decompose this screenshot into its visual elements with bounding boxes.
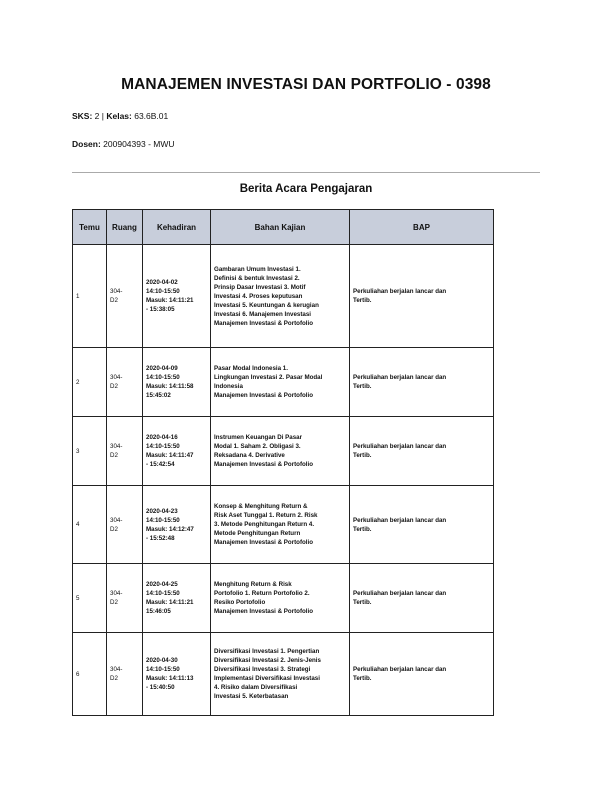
kelas-value: 63.6B.01: [131, 111, 169, 121]
header-kehadiran: Kehadiran: [143, 210, 211, 245]
kehadiran-cell: 2020-04-09 14:10-15:50 Masuk: 14:11:58 15:45:02: [143, 348, 211, 417]
ruang-cell: 304- D2: [107, 245, 143, 348]
bahan-kajian-cell: Gambaran Umum Investasi 1. Definisi & bentuk Investasi 2. Prinsip Dasar Investasi 3. Motif Investasi 4. Proses keputusan Investasi 5. Keuntungan & kerugian Investasi 6. Manajemen Investasi Manajemen Investasi & Portofolio: [211, 245, 350, 348]
bahan-kajian-cell: Pasar Modal Indonesia 1. Lingkungan Investasi 2. Pasar Modal Indonesia Manajemen Investasi & Portofolio: [211, 348, 350, 417]
bahan-kajian-cell: Konsep & Menghitung Return & Risk Aset Tunggal 1. Return 2. Risk 3. Metode Penghitungan Return 4. Metode Penghitungan Return Manajemen Investasi & Portofolio: [211, 486, 350, 564]
bap-cell: Perkuliahan berjalan lancar dan Tertib.: [350, 245, 494, 348]
sks-kelas-line: [72, 111, 168, 121]
kelas-label: Kelas:: [106, 111, 132, 121]
sks-label: SKS:: [72, 111, 93, 121]
bap-cell: Perkuliahan berjalan lancar dan Tertib.: [350, 486, 494, 564]
kehadiran-cell: 2020-04-23 14:10-15:50 Masuk: 14:12:47 - 15:52:48: [143, 486, 211, 564]
bap-table: [72, 209, 494, 716]
bahan-kajian-cell: Diversifikasi Investasi 1. Pengertian Diversifikasi Investasi 2. Jenis-Jenis Diversifikasi Investasi 3. Strategi Implementasi Diversifikasi Investasi 4. Risiko dalam Diversifikasi Investasi 5. Keterbatasan: [211, 633, 350, 716]
temu-cell: 5: [73, 564, 107, 633]
bap-cell: Perkuliahan berjalan lancar dan Tertib.: [350, 564, 494, 633]
bap-cell: Perkuliahan berjalan lancar dan Tertib.: [350, 633, 494, 716]
header-bahan-kajian: Bahan Kajian: [211, 210, 350, 245]
dosen-line: [72, 139, 175, 149]
temu-cell: 1: [73, 245, 107, 348]
divider: [72, 172, 540, 173]
temu-cell: 2: [73, 348, 107, 417]
temu-cell: 4: [73, 486, 107, 564]
header-temu: Temu: [73, 210, 107, 245]
bahan-kajian-cell: Menghitung Return & Risk Portofolio 1. Return Portofolio 2. Resiko Portofolio Manajemen Investasi & Portofolio: [211, 564, 350, 633]
table-row: [73, 633, 494, 716]
table-row: [73, 245, 494, 348]
ruang-cell: 304- D2: [107, 564, 143, 633]
dosen-value: 200904393 - MWU: [100, 139, 175, 149]
section-title: Berita Acara Pengajaran: [239, 183, 373, 195]
table-row: [73, 486, 494, 564]
kehadiran-cell: 2020-04-30 14:10-15:50 Masuk: 14:11:13 - 15:40:50: [143, 633, 211, 716]
temu-cell: 3: [73, 417, 107, 486]
table-row: [73, 417, 494, 486]
ruang-cell: 304- D2: [107, 348, 143, 417]
header-ruang: Ruang: [107, 210, 143, 245]
page-title: MANAJEMEN INVESTASI DAN PORTFOLIO - 0398: [121, 76, 491, 93]
bahan-kajian-cell: Instrumen Keuangan Di Pasar Modal 1. Saham 2. Obligasi 3. Reksadana 4. Derivative Manajemen Investasi & Portofolio: [211, 417, 350, 486]
ruang-cell: 304- D2: [107, 486, 143, 564]
ruang-cell: 304- D2: [107, 633, 143, 716]
dosen-label: Dosen:: [72, 139, 101, 149]
table-row: [73, 564, 494, 633]
bap-cell: Perkuliahan berjalan lancar dan Tertib.: [350, 417, 494, 486]
header-bap: BAP: [350, 210, 494, 245]
temu-cell: 6: [73, 633, 107, 716]
table-row: [73, 348, 494, 417]
table-header-row: [73, 210, 494, 245]
bap-cell: Perkuliahan berjalan lancar dan Tertib.: [350, 348, 494, 417]
kehadiran-cell: 2020-04-02 14:10-15:50 Masuk: 14:11:21 - 15:38:05: [143, 245, 211, 348]
ruang-cell: 304- D2: [107, 417, 143, 486]
sks-value: 2 |: [92, 111, 107, 121]
kehadiran-cell: 2020-04-25 14:10-15:50 Masuk: 14:11:21 15:46:05: [143, 564, 211, 633]
kehadiran-cell: 2020-04-16 14:10-15:50 Masuk: 14:11:47 - 15:42:54: [143, 417, 211, 486]
